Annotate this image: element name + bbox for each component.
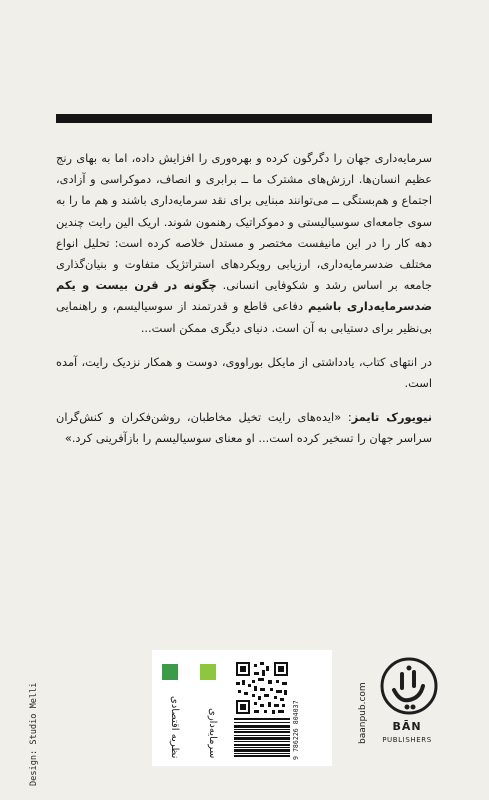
quote-source: نیویورک تایمز [351, 410, 432, 425]
blurb-text [56, 148, 432, 463]
blurb-p1-text: سرمایه‌داری جهان را دگرگون کرده و بهره‌وری را افزایش داده، اما به بهای رنج عظیم انسان‌ها. ارزش‌های مشترک ما ــ برابری و انصاف، دموکراسی و آزادی، اجتماع و هم‌بستگی ــ می‌توانند مبنایی برای نقد سرمایه‌داری باشند و هم ما را به سوی جامعه‌ای سوسیالیستی و دموکراتیک رهنمون شوند. اریک الین رایت چندین دهه کار را در این مانیفست مختصر و مستدل خلاصه کرده است: تحلیل انواع مختلف ضدسرمایه‌داری، ارزیابی رویکردهای استراتژیک متفاوت و بنیان‌گذاری جامعه بر اساس رشد و شکوفایی انسانی. [56, 151, 432, 293]
category-economic-theory [160, 656, 180, 760]
blurb-quote [56, 407, 432, 449]
design-credit: Design: Studio Melli [29, 682, 39, 786]
info-box [152, 650, 332, 766]
blurb-p1-tail: دفاعی قاطع و قدرتمند از سوسیالیسم، و راهنمایی بی‌نظیر برای دستیابی به آن است. دنیای دیگری ممکن است... [56, 299, 432, 335]
publisher-subtitle: PUBLISHERS [382, 736, 432, 744]
publisher-block [346, 656, 444, 766]
top-rule [56, 114, 432, 123]
barcode-icon [234, 718, 290, 758]
blurb-paragraph-1 [56, 148, 432, 339]
blurb-paragraph-2: در انتهای کتاب، یادداشتی از مایکل بوراووی، دوست و همکار نزدیک رایت، آمده است. [56, 354, 432, 391]
category-swatch [200, 664, 216, 680]
quote-text: : «ایده‌های رایت تخیل مخاطبان، روشن‌فکران و کنش‌گران سراسر جهان را تسخیر کرده است... او معنای سوسیالیسم را بازآفرینی کرد.» [56, 410, 432, 446]
publisher-logo-icon [380, 656, 438, 716]
category-swatch [162, 664, 178, 680]
isbn-number: 9 786226 804037 [292, 700, 300, 760]
publisher-name: BĀN [392, 720, 422, 733]
category-capitalism [198, 656, 218, 760]
category-label: سرمایه‌داری [207, 707, 218, 758]
isbn-block [230, 654, 310, 762]
publisher-url: baanpub.com [358, 682, 368, 744]
book-title-inline: چگونه در قرن بیست و یکم ضدسرمایه‌داری باشیم [56, 278, 432, 314]
category-label: نظریه اقتصادی [169, 695, 180, 758]
